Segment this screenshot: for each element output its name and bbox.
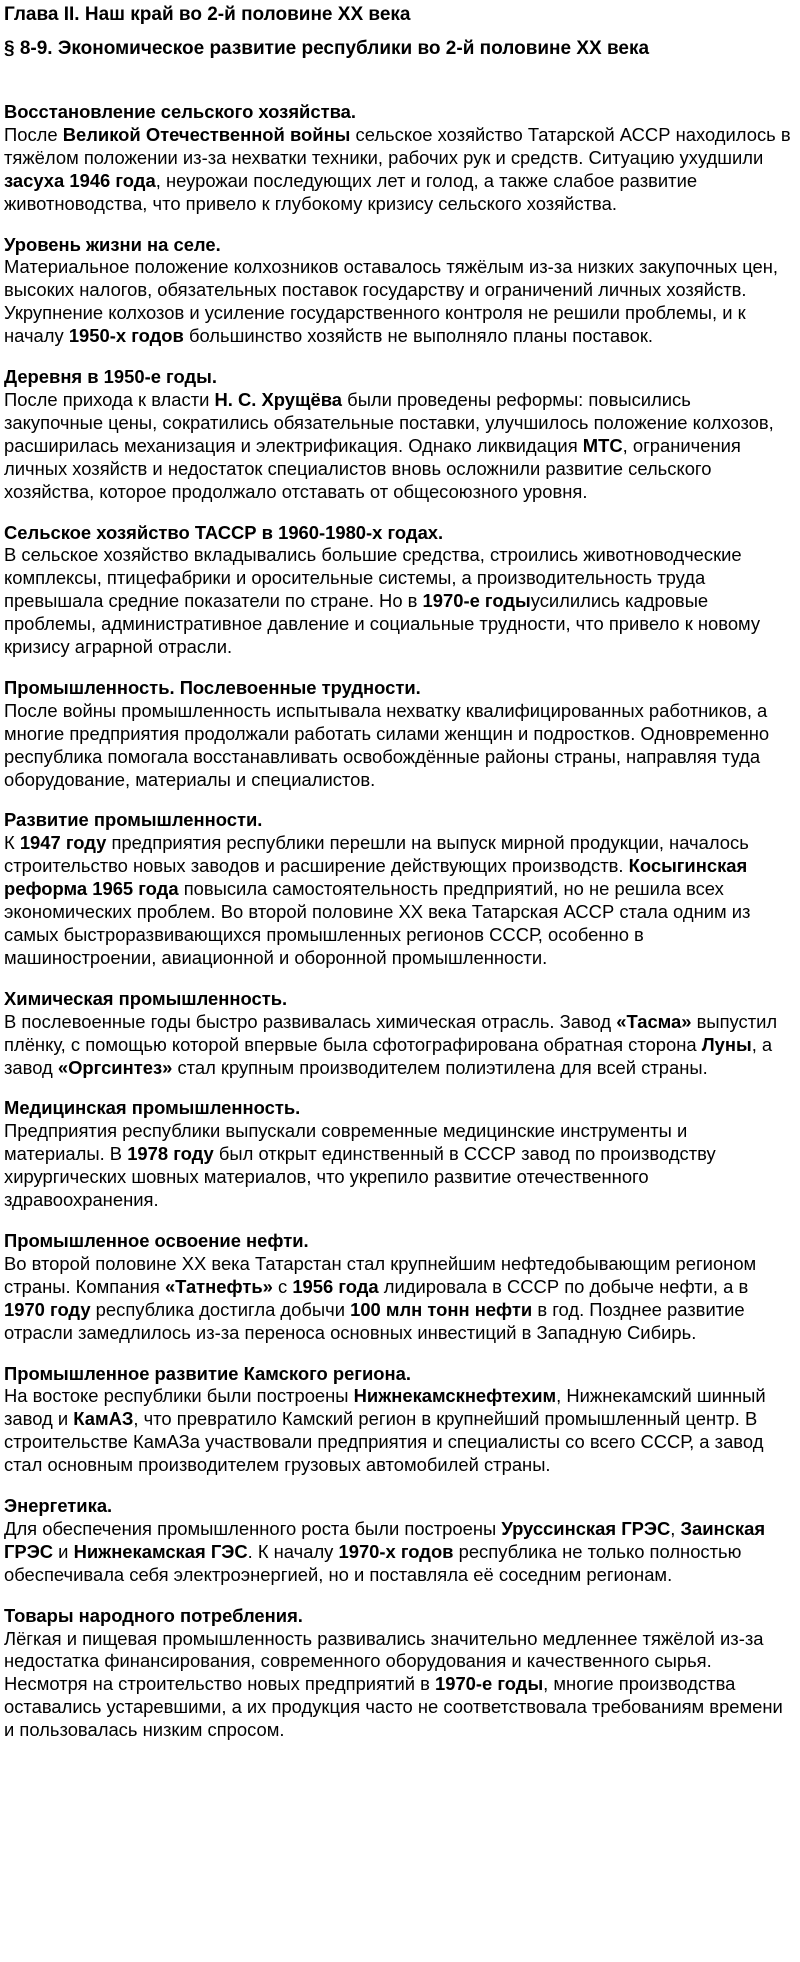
section — [4, 522, 792, 659]
body-text: После прихода к власти — [4, 388, 215, 410]
body-text: Для обеспечения промышленного роста были построены — [4, 1517, 502, 1539]
section — [4, 1363, 792, 1478]
body-text: К — [4, 832, 20, 854]
bold-term: 1970-е годы — [422, 590, 531, 612]
bold-term: Великой Отечественной войны — [62, 123, 351, 145]
body-text: Предприятия республики выпускали современные медицинские инструменты и материалы. В — [4, 1120, 688, 1165]
section — [4, 809, 792, 969]
section-body — [4, 832, 792, 969]
bold-term: «Тасма» — [616, 1010, 692, 1032]
bold-term: Нижнекамскнефтехим — [353, 1385, 557, 1407]
body-text: , а завод — [4, 1033, 773, 1078]
section-heading: Медицинская промышленность. — [4, 1097, 301, 1119]
body-text: Материальное положение колхозников оставалось тяжёлым из-за низких закупочных цен, высоких налогов, обязательных поставок государству и ограничений личных хозяйств. Укрупнение колхозов и усиление государственного контроля не решили проблемы, и к началу — [4, 256, 779, 347]
section — [4, 988, 792, 1080]
body-text: республика не только полностью обеспечивала себя электроэнергией, но и поставляла её соседним регионам. — [4, 1540, 742, 1585]
section-heading: Уровень жизни на селе. — [4, 233, 221, 255]
section — [4, 1495, 792, 1587]
bold-term: 1970-е годы — [435, 1673, 544, 1695]
bold-term: Н. С. Хрущёва — [214, 388, 343, 410]
bold-term: 1970-х годов — [338, 1540, 454, 1562]
section-heading: Деревня в 1950-е годы. — [4, 366, 217, 388]
section-heading: Промышленность. Послевоенные трудности. — [4, 676, 421, 698]
body-text: , что превратило Камский регион в крупнейший промышленный центр. В строительстве КамАЗа участвовали предприятия и специалисты со всего СССР, а завод стал основным производителем грузовых автомобилей страны. — [4, 1408, 764, 1476]
bold-term: засуха 1946 года — [4, 169, 156, 191]
section-heading: Промышленное освоение нефти. — [4, 1229, 309, 1251]
bold-term: 1978 году — [127, 1143, 214, 1165]
body-text: , ограничения личных хозяйств и недостаток специалистов вновь осложнили развитие сельского хозяйства, которое продолжало отставать от общесоюзного уровня. — [4, 434, 741, 502]
body-text: После войны промышленность испытывала нехватку квалифицированных работников, а многие предприятия продолжали работать силами женщин и подростков. Одновременно республика помогала восстанавливать освобождённые районы страны, направляя туда оборудование, материалы и специалистов. — [4, 699, 770, 790]
section-body — [4, 256, 792, 348]
bold-term: Нижнекамская ГЭС — [73, 1540, 248, 1562]
section — [4, 677, 792, 792]
bold-term: 1970 году — [4, 1298, 91, 1320]
section — [4, 366, 792, 503]
body-text: В сельское хозяйство вкладывались большие средства, строились животноводческие комплексы, птицефабрики и оросительные системы, а производительность труда превышала средние показатели по стране. Но в — [4, 544, 742, 612]
section-body — [4, 1385, 792, 1477]
body-text: были проведены реформы: повысились закупочные цены, сократились обязательные поставки, улучшилось положение колхозов, расширилась механизация и электрификация. Однако ликвидация — [4, 388, 774, 456]
bold-term: Заинская ГРЭС — [4, 1517, 766, 1562]
chapter-title: Глава II. Наш край во 2-й половине XX века — [4, 4, 411, 25]
section-body — [4, 544, 792, 659]
bold-term: «Оргсинтез» — [57, 1056, 173, 1078]
bold-term: 100 млн тонн нефти — [350, 1298, 533, 1320]
body-text: Лёгкая и пищевая промышленность развивались значительно медленнее тяжёлой из-за недостатка финансирования, современного оборудования и качественного сырья. Несмотря на строительство новых предприятий в — [4, 1627, 764, 1695]
section-body — [4, 700, 792, 792]
body-text: сельское хозяйство Татарской АССР находилось в тяжёлом положении из-за нехватки техники, рабочих рук и средств. Ситуацию ухудшили — [4, 123, 791, 168]
bold-term: МТС — [582, 434, 623, 456]
body-text: В послевоенные годы быстро развивалась химическая отрасль. Завод — [4, 1010, 617, 1032]
body-text: стал крупным производителем полиэтилена для всей страны. — [172, 1056, 708, 1078]
body-text: и — [53, 1540, 74, 1562]
section — [4, 101, 792, 216]
body-text: был открыт единственный в СССР завод по производству хирургических шовных материалов, что укрепило развитие отечественного здравоохранения. — [4, 1143, 716, 1211]
body-text: , неурожаи последующих лет и голод, а также слабое развитие животноводства, что привело к глубокому кризису сельского хозяйства. — [4, 169, 698, 214]
section — [4, 234, 792, 349]
body-text: . К началу — [247, 1540, 339, 1562]
section-body — [4, 1518, 792, 1587]
body-text: республика достигла добычи — [90, 1298, 351, 1320]
section — [4, 1230, 792, 1345]
bold-term: Луны — [701, 1033, 752, 1055]
body-text: На востоке республики были построены — [4, 1385, 354, 1407]
section-heading: Восстановление сельского хозяйства. — [4, 101, 356, 122]
body-text: с — [272, 1275, 293, 1297]
section-heading: Сельское хозяйство ТАССР в 1960-1980-х годах. — [4, 521, 444, 543]
body-text: лидировала в СССР по добыче нефти, а в — [378, 1275, 749, 1297]
section-body — [4, 1253, 792, 1345]
section — [4, 1097, 792, 1212]
section-heading: Товары народного потребления. — [4, 1604, 303, 1626]
sections-list — [4, 101, 792, 1742]
section-body — [4, 1120, 792, 1212]
section-body — [4, 1628, 792, 1743]
body-text: После — [4, 123, 63, 145]
bold-term: Уруссинская ГРЭС — [501, 1517, 671, 1539]
body-text: в год. Позднее развитие отрасли замедлилось из-за переноса основных инвестиций в Западную Сибирь. — [4, 1298, 745, 1343]
body-text: большинство хозяйств не выполняло планы поставок. — [183, 325, 654, 347]
section-heading: Химическая промышленность. — [4, 987, 288, 1009]
section-body — [4, 1011, 792, 1080]
title-spacer — [4, 61, 792, 101]
bold-term: «Татнефть» — [164, 1275, 273, 1297]
body-text: усилились кадровые проблемы, административное давление и социальные трудности, что привело к новому кризису аграрной отрасли. — [4, 590, 761, 658]
bold-term: 1956 года — [292, 1275, 379, 1297]
body-text: повысила самостоятельность предприятий, но не решила всех экономических проблем. Во второй половине XX века Татарская АССР стала одним из самых быстроразвивающихся промышленных регионов СССР, особенно в машиностроении, авиационной и оборонной промышленности. — [4, 878, 751, 968]
section-heading: Развитие промышленности. — [4, 809, 263, 831]
bold-term: Косыгинская реформа 1965 года — [4, 855, 748, 900]
paragraph-title: § 8-9. Экономическое развитие республики во 2-й половине XX века — [4, 38, 650, 59]
bold-term: 1947 году — [19, 832, 107, 854]
body-text: предприятия республики перешли на выпуск мирной продукции, началось строительство новых заводов и расширение действующих производств. — [4, 832, 749, 877]
body-text: , Нижнекамский шинный завод и — [4, 1385, 766, 1430]
section-body — [4, 124, 792, 216]
bold-term: КамАЗ — [73, 1408, 134, 1430]
section-heading: Энергетика. — [4, 1495, 113, 1517]
section-heading: Промышленное развитие Камского региона. — [4, 1362, 411, 1384]
body-text: , — [670, 1517, 681, 1539]
section — [4, 1605, 792, 1742]
body-text: выпустил плёнку, с помощью которой впервые была сфотографирована обратная сторона — [4, 1010, 778, 1055]
bold-term: 1950-х годов — [68, 325, 184, 347]
body-text: , многие производства оставались устаревшими, а их продукция часто не соответствовала требованиям времени и пользовалась низким спросом. — [4, 1673, 783, 1741]
body-text: Во второй половине XX века Татарстан стал крупнейшим нефтедобывающим регионом страны. Компания — [4, 1252, 757, 1297]
section-body — [4, 389, 792, 504]
